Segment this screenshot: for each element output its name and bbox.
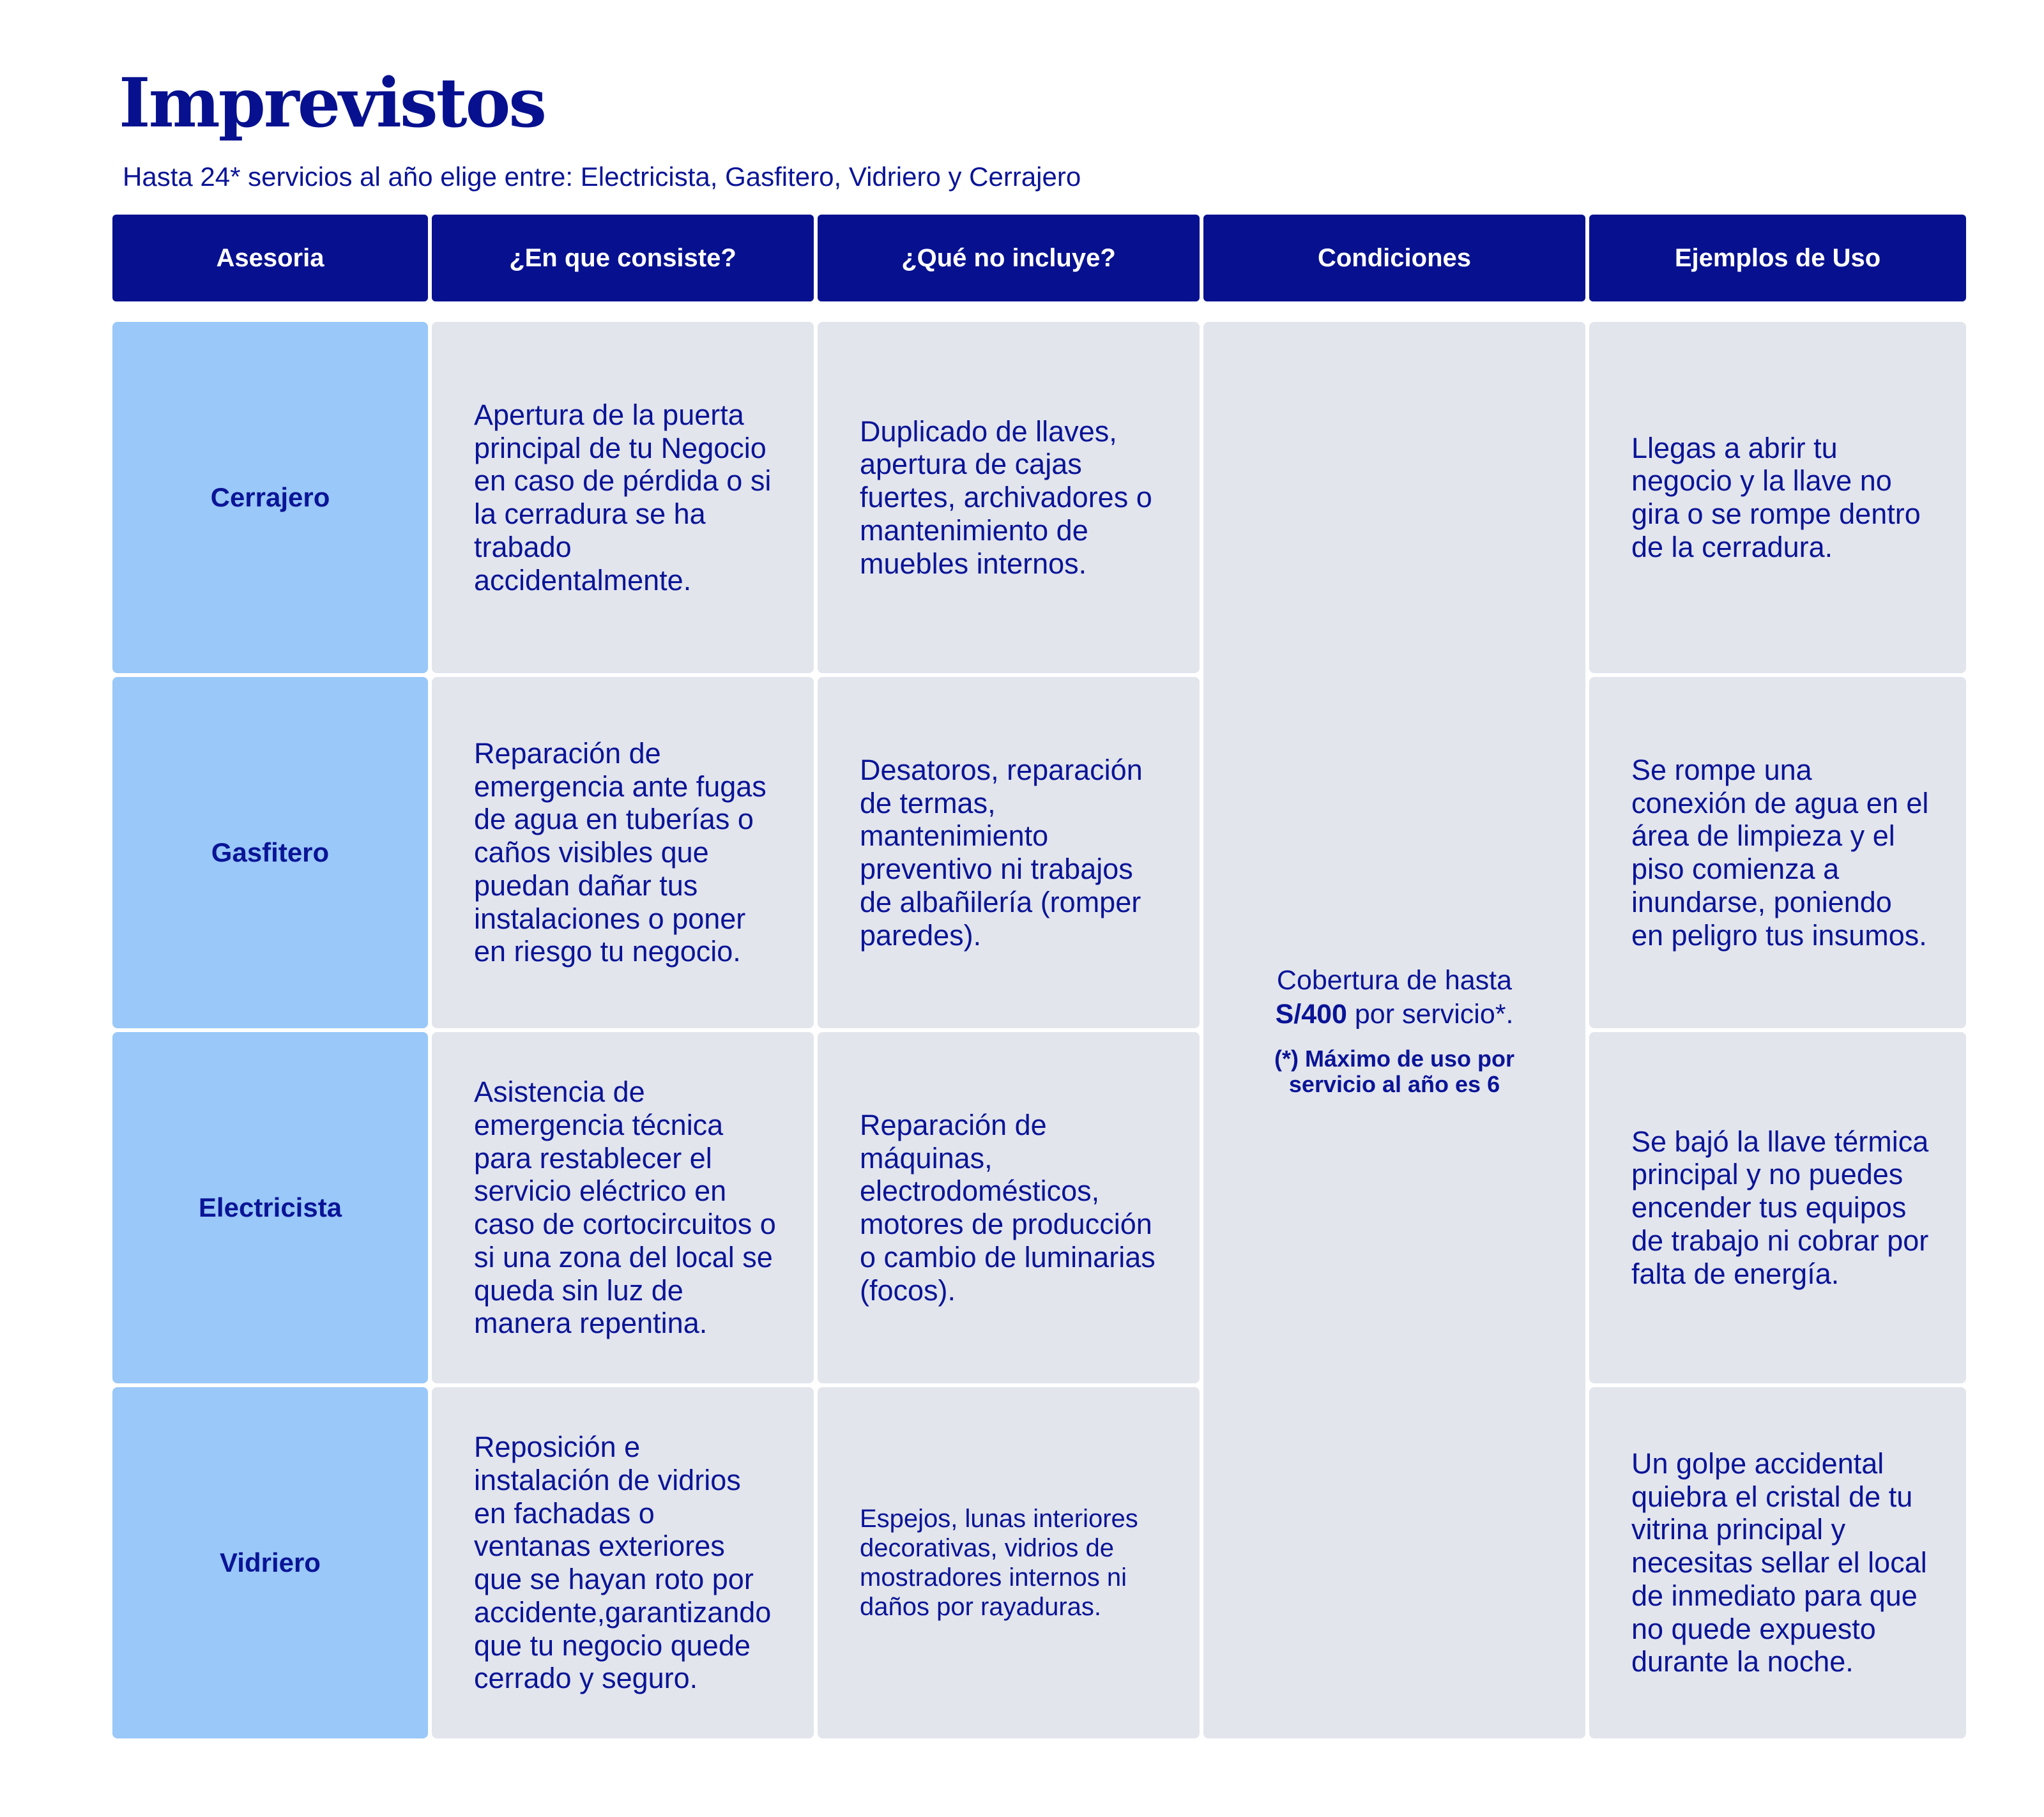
- header-asesoria: Asesoria: [112, 215, 428, 301]
- cell-ejemplo-gasfitero: Se rompe una conexión de agua en el área de limpieza y el piso comienza a inundarse, poniendo en peligro tus insumos.: [1589, 677, 1966, 1028]
- row-name-gasfitero: Gasfitero: [112, 677, 428, 1028]
- page-subtitle: Hasta 24* servicios al año elige entre: Electricista, Gasfitero, Vidriero y Cerrajero: [123, 162, 1081, 192]
- cell-ejemplo-electricista: Se bajó la llave térmica principal y no puedes encender tus equipos de trabajo ni cobrar por falta de energía.: [1589, 1032, 1966, 1383]
- cell-ejemplo-vidriero: Un golpe accidental quiebra el cristal de tu vitrina principal y necesitas sellar el local de inmediato para que no quede expuesto durante la noche.: [1589, 1387, 1966, 1738]
- cell-consiste-electricista: Asistencia de emergencia técnica para restablecer el servicio eléctrico en caso de cortocircuitos o si una zona del local se queda sin luz de manera repentina.: [432, 1032, 814, 1383]
- cell-consiste-cerrajero: Apertura de la puerta principal de tu Negocio en caso de pérdida o si la cerradura se ha trabado accidentalmente.: [432, 322, 814, 673]
- cell-no-incluye-cerrajero: Duplicado de llaves, apertura de cajas fuertes, archivadores o mantenimiento de muebles internos.: [818, 322, 1200, 673]
- header-condiciones: Condiciones: [1203, 215, 1585, 301]
- cell-consiste-vidriero: Reposición e instalación de vidrios en fachadas o ventanas exteriores que se hayan roto por accidente,garantizando que tu negocio quede cerrado y seguro.: [432, 1387, 814, 1738]
- row-name-vidriero: Vidriero: [112, 1387, 428, 1738]
- row-name-electricista: Electricista: [112, 1032, 428, 1383]
- condiciones-text-before: Cobertura de hasta: [1276, 964, 1513, 996]
- cell-no-incluye-electricista: Reparación de máquinas, electrodomésticos, motores de producción o cambio de luminarias (focos).: [818, 1032, 1200, 1383]
- condiciones-amount: S/400: [1275, 999, 1347, 1030]
- page-title: Imprevistos: [119, 63, 545, 142]
- services-table: [112, 215, 1966, 1736]
- header-ejemplos: Ejemplos de Uso: [1589, 215, 1966, 301]
- header-no-incluye: ¿Qué no incluye?: [818, 215, 1200, 301]
- condiciones-coverage: [1276, 964, 1514, 1033]
- cell-ejemplo-cerrajero: Llegas a abrir tu negocio y la llave no gira o se rompe dentro de la cerradura.: [1589, 322, 1966, 673]
- condiciones-note: (*) Máximo de uso por servicio al año es 6: [1274, 1045, 1515, 1097]
- header-consiste: ¿En que consiste?: [432, 215, 814, 301]
- cell-no-incluye-gasfitero: Desatoros, reparación de termas, mantenimiento preventivo ni trabajos de albañilería (romper paredes).: [818, 677, 1200, 1028]
- row-name-cerrajero: Cerrajero: [112, 322, 428, 673]
- condiciones-text-after: por servicio*.: [1354, 999, 1514, 1030]
- cell-no-incluye-vidriero: Espejos, lunas interiores decorativas, vidrios de mostradores internos ni daños por rayaduras.: [818, 1387, 1200, 1738]
- cell-consiste-gasfitero: Reparación de emergencia ante fugas de agua en tuberías o caños visibles que puedan dañar tus instalaciones o poner en riesgo tu negocio.: [432, 677, 814, 1028]
- cell-condiciones: [1203, 322, 1585, 1738]
